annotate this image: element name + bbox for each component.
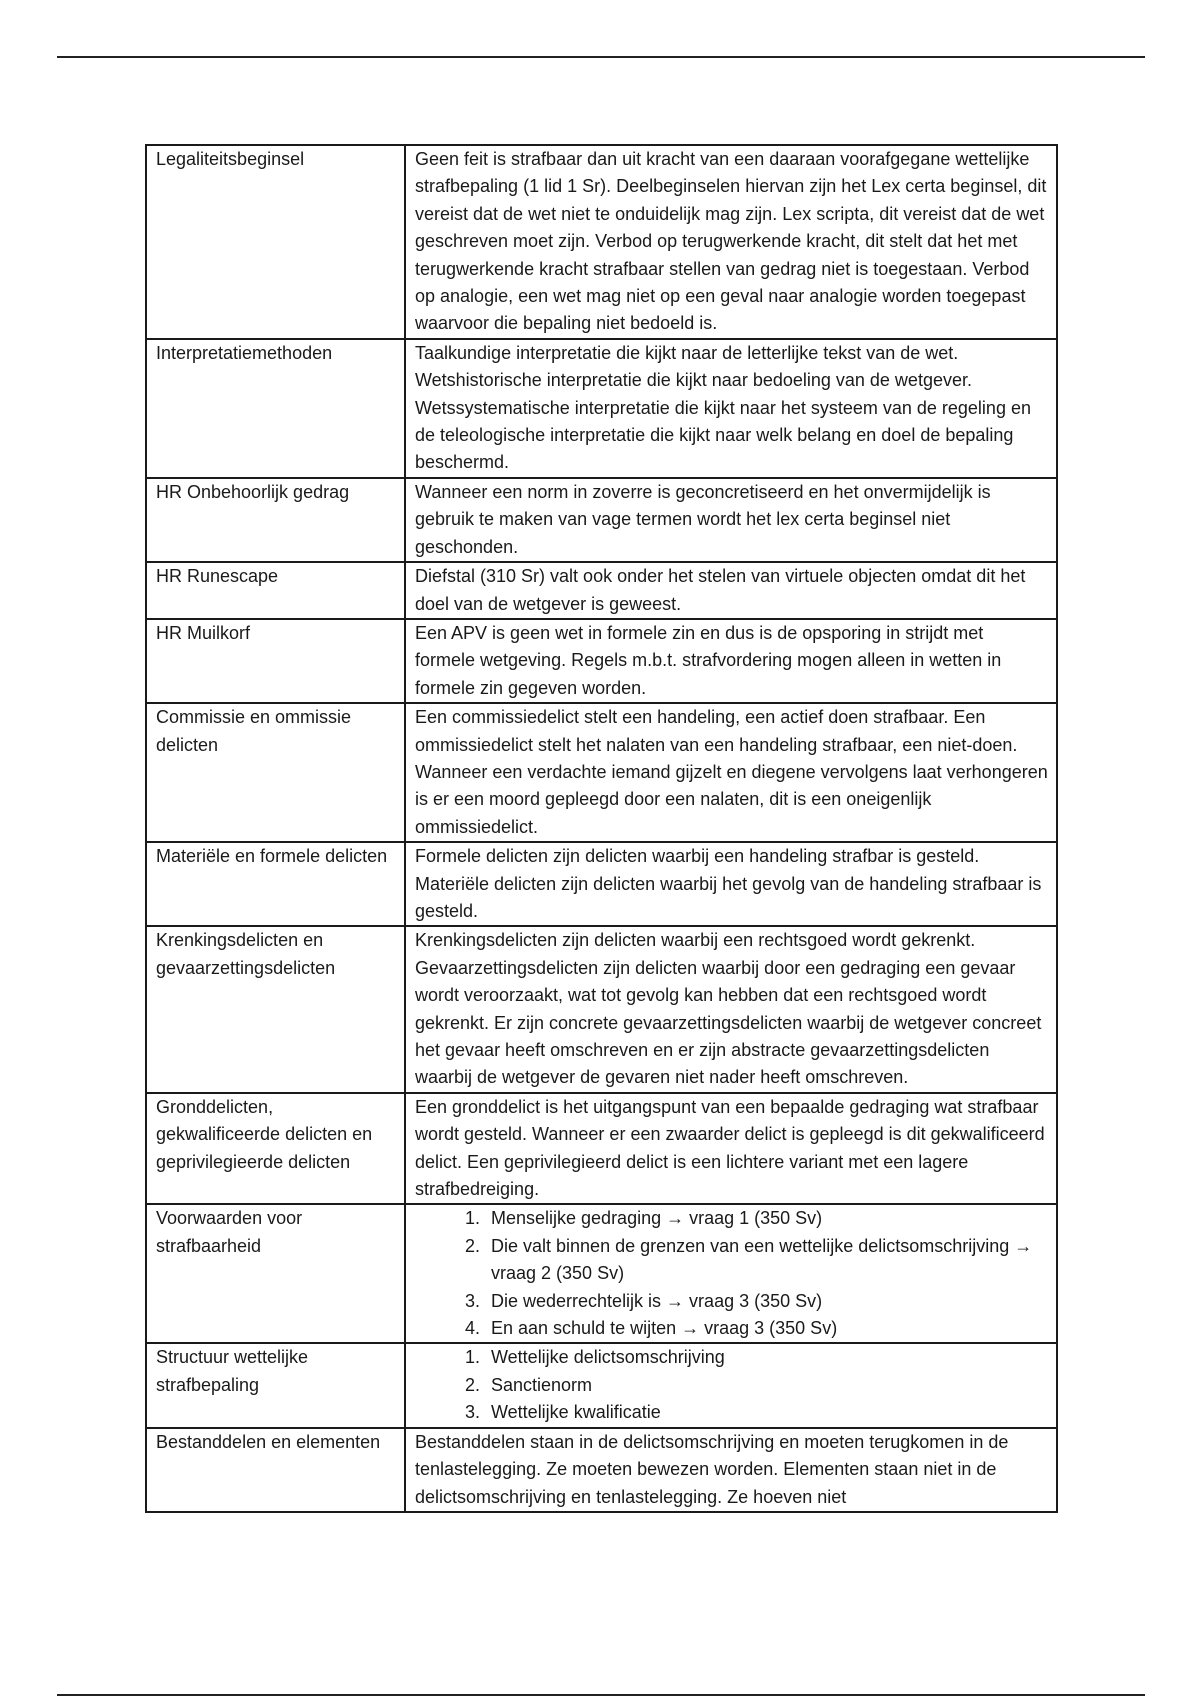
table-row xyxy=(146,619,1057,703)
table-row xyxy=(146,478,1057,562)
term-cell: Structuur wettelijke strafbepaling xyxy=(146,1343,405,1427)
description-cell: Geen feit is strafbaar dan uit kracht van een daaraan voorafgegane wettelijke strafbepaling (1 lid 1 Sr). Deelbeginselen hiervan zijn het Lex certa beginsel, dit vereist dat de wet niet te onduidelijk mag zijn. Lex scripta, dit vereist dat de wet geschreven moet zijn. Verbod op terugwerkende kracht, dit stelt dat het met terugwerkende kracht strafbaar stellen van gedrag niet is toegestaan. Verbod op analogie, een wet mag niet op een geval naar analogie worden toegepast waarvoor die bepaling niet bedoeld is. xyxy=(405,145,1057,339)
description-cell: Formele delicten zijn delicten waarbij een handeling strafbar is gesteld. Materiële delicten zijn delicten waarbij het gevolg van de handeling strafbaar is gesteld. xyxy=(405,842,1057,926)
strafbepaling-structure-list xyxy=(415,1344,1048,1426)
description-cell: Bestanddelen staan in de delictsomschrijving en moeten terugkomen in de tenlastelegging. Ze moeten bewezen worden. Elementen staan niet in de delictsomschrijving en tenlastelegging. Ze hoeven niet xyxy=(405,1428,1057,1512)
footer-rule xyxy=(57,1694,1145,1696)
term-cell: Commissie en ommissie delicten xyxy=(146,703,405,842)
term-cell: Legaliteitsbeginsel xyxy=(146,145,405,339)
list-item: 1. Wettelijke delictsomschrijving xyxy=(485,1344,1048,1371)
term-cell: Gronddelicten, gekwalificeerde delicten en geprivilegieerde delicten xyxy=(146,1093,405,1205)
table-row xyxy=(146,1204,1057,1343)
list-item: 3. Die wederrechtelijk is → vraag 3 (350 Sv) xyxy=(485,1288,1048,1315)
table-row xyxy=(146,339,1057,478)
table-row xyxy=(146,842,1057,926)
list-item: 2. Die valt binnen de grenzen van een wettelijke delictsomschrijving → vraag 2 (350 Sv) xyxy=(485,1233,1048,1288)
definitions-table xyxy=(145,144,1058,1513)
description-cell: Diefstal (310 Sr) valt ook onder het stelen van virtuele objecten omdat dit het doel van de wetgever is geweest. xyxy=(405,562,1057,619)
description-cell xyxy=(405,1204,1057,1343)
description-cell: Een APV is geen wet in formele zin en dus is de opsporing in strijdt met formele wetgeving. Regels m.b.t. strafvordering mogen alleen in wetten in formele zin gegeven worden. xyxy=(405,619,1057,703)
list-item: 3. Wettelijke kwalificatie xyxy=(485,1399,1048,1426)
list-item: 1. Menselijke gedraging → vraag 1 (350 Sv) xyxy=(485,1205,1048,1232)
description-cell: Krenkingsdelicten zijn delicten waarbij een rechtsgoed wordt gekrenkt. Gevaarzettingsdelicten zijn delicten waarbij door een gedraging een gevaar wordt veroorzaakt, wat tot gevolg kan hebben dat een rechtsgoed wordt gekrenkt. Er zijn concrete gevaarzettingsdelicten waarbij de wetgever concreet het gevaar heeft omschreven en er zijn abstracte gevaarzettingsdelicten waarbij de wetgever de gevaren niet nader heeft omschreven. xyxy=(405,926,1057,1092)
list-item: 2. Sanctienorm xyxy=(485,1372,1048,1399)
description-cell: Een gronddelict is het uitgangspunt van een bepaalde gedraging wat strafbaar wordt gesteld. Wanneer er een zwaarder delict is gepleegd is dit gekwalificeerd delict. Een geprivilegieerd delict is een lichtere variant met een lagere strafbedreiging. xyxy=(405,1093,1057,1205)
header-rule xyxy=(57,56,1145,58)
table-row xyxy=(146,1343,1057,1427)
table-row xyxy=(146,562,1057,619)
list-item: 4. En aan schuld te wijten → vraag 3 (350 Sv) xyxy=(485,1315,1048,1342)
description-cell: Taalkundige interpretatie die kijkt naar de letterlijke tekst van de wet. Wetshistorische interpretatie die kijkt naar bedoeling van de wetgever. Wetssystematische interpretatie die kijkt naar het systeem van de regeling en de teleologische interpretatie die kijkt naar welk belang en doel de bepaling beschermd. xyxy=(405,339,1057,478)
term-cell: Krenkingsdelicten en gevaarzettingsdelicten xyxy=(146,926,405,1092)
table-row xyxy=(146,1428,1057,1512)
description-cell: Een commissiedelict stelt een handeling, een actief doen strafbaar. Een ommissiedelict stelt het nalaten van een handeling strafbaar, een niet-doen. Wanneer een verdachte iemand gijzelt en diegene vervolgens laat verhongeren is er een moord gepleegd door een nalaten, dit is een oneigenlijk ommissiedelict. xyxy=(405,703,1057,842)
table-row xyxy=(146,926,1057,1092)
term-cell: HR Onbehoorlijk gedrag xyxy=(146,478,405,562)
table-row xyxy=(146,145,1057,339)
term-cell: Voorwaarden voor strafbaarheid xyxy=(146,1204,405,1343)
description-cell xyxy=(405,1343,1057,1427)
term-cell: Bestanddelen en elementen xyxy=(146,1428,405,1512)
term-cell: Materiële en formele delicten xyxy=(146,842,405,926)
table-row xyxy=(146,1093,1057,1205)
term-cell: Interpretatiemethoden xyxy=(146,339,405,478)
term-cell: HR Runescape xyxy=(146,562,405,619)
term-cell: HR Muilkorf xyxy=(146,619,405,703)
description-cell: Wanneer een norm in zoverre is geconcretiseerd en het onvermijdelijk is gebruik te maken van vage termen wordt het lex certa beginsel niet geschonden. xyxy=(405,478,1057,562)
table-row xyxy=(146,703,1057,842)
strafbaarheid-conditions-list xyxy=(415,1205,1048,1342)
